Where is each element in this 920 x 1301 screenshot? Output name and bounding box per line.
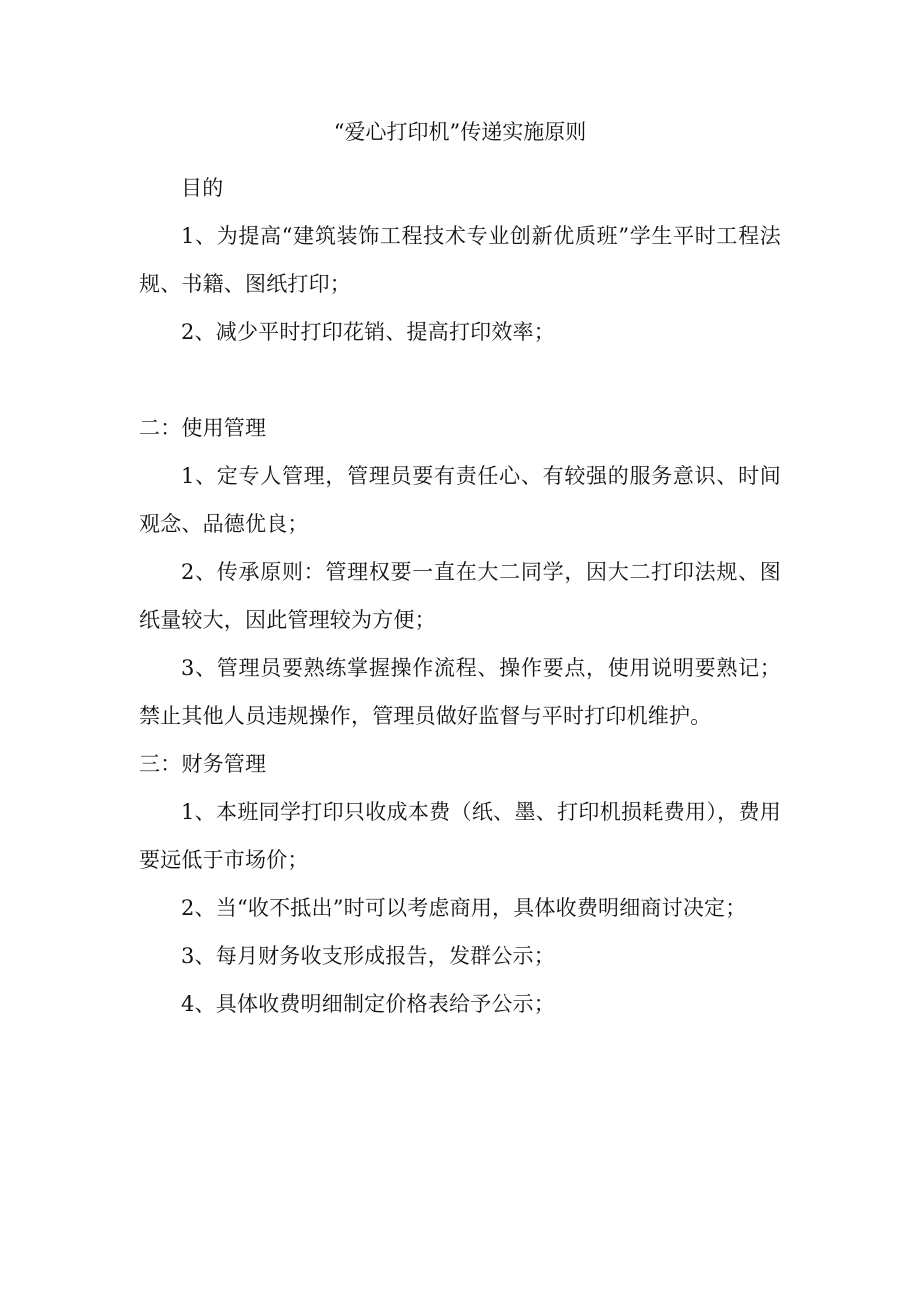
usage-item-2: 2、传承原则：管理权要一直在大二同学，因大二打印法规、图纸量较大，因此管理较为方便； xyxy=(139,560,781,632)
finance-item-2: 2、当“收不抵出”时可以考虑商用，具体收费明细商讨决定； xyxy=(181,896,747,920)
usage-item-3: 3、管理员要熟练掌握操作流程、操作要点，使用说明要熟记；禁止其他人员违规操作，管理员做好监督与平时打印机维护。 xyxy=(139,656,781,728)
section-heading-purpose: 目的 xyxy=(181,176,224,200)
purpose-item-2: 2、减少平时打印花销、提高打印效率； xyxy=(181,320,555,344)
document-body xyxy=(139,116,781,1028)
finance-item-1: 1、本班同学打印只收成本费（纸、墨、打印机损耗费用），费用要远低于市场价； xyxy=(139,800,781,872)
document-title: “爱心打印机”传递实施原则 xyxy=(333,120,587,144)
finance-item-3: 3、每月财务收支形成报告，发群公示； xyxy=(181,944,555,968)
purpose-item-1: 1、为提高“建筑装饰工程技术专业创新优质班”学生平时工程法规、书籍、图纸打印； xyxy=(139,224,781,296)
finance-item-4: 4、具体收费明细制定价格表给予公示； xyxy=(181,992,555,1016)
blank-line xyxy=(139,356,781,404)
section-heading-financial-management: 三：财务管理 xyxy=(139,752,267,776)
section-heading-usage-management: 二：使用管理 xyxy=(139,416,267,440)
usage-item-1: 1、定专人管理，管理员要有责任心、有较强的服务意识、时间观念、品德优良； xyxy=(139,464,781,536)
